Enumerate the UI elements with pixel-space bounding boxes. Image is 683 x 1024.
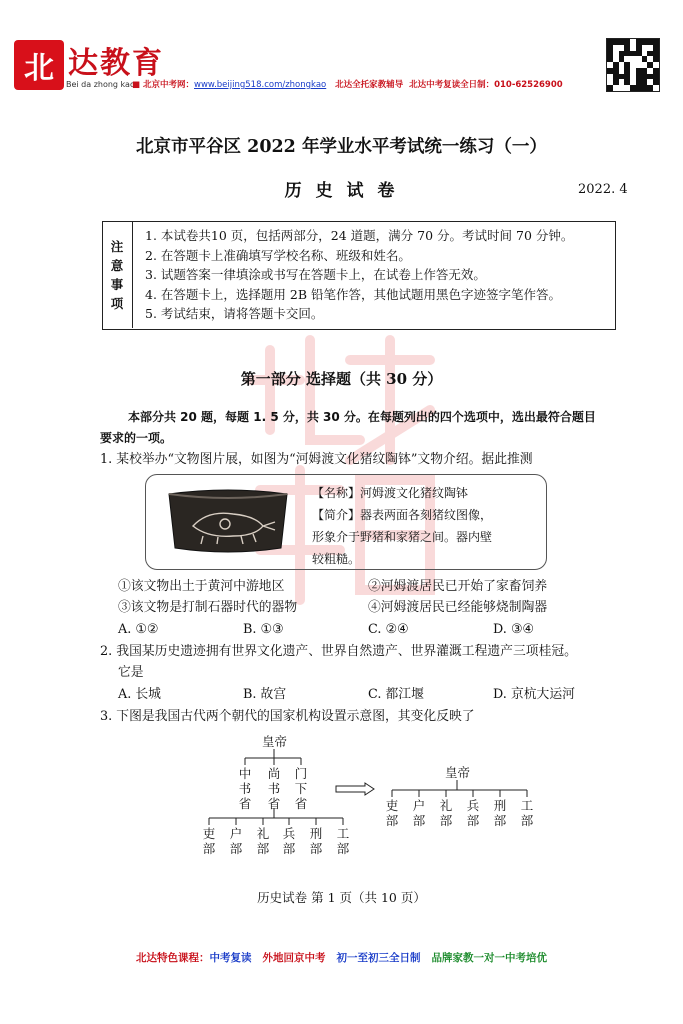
q3-stem: 3. 下图是我国古代两个朝代的国家机构设置示意图，其变化反映了 <box>100 709 475 724</box>
phone: 010-62526900 <box>494 80 563 90</box>
bu-bing: 兵部 <box>282 826 296 856</box>
part-intro: 本部分共 20 题，每题 1. 5 分，共 30 分。在每题列出的四个选项中，选出最符合题目 <box>128 410 596 424</box>
q1-option-a[interactable]: A. ①② <box>118 622 159 637</box>
artifact-intro: 【简介】器表两面各刻猪纹图像， <box>312 508 493 522</box>
sheng-shangshu: 尚书省 <box>267 766 281 811</box>
service-a: 北达全托家教辅导 <box>335 80 404 90</box>
q1-stem: 1. 某校举办“文物图片展，如图为“河姆渡文化猪纹陶钵”文物介绍。据此推测 <box>100 452 533 467</box>
notice-head-char: 事 <box>110 276 124 292</box>
sheng-menxia: 门下省 <box>294 766 308 811</box>
q1-statement-2: ②河姆渡居民已开始了家畜饲养 <box>368 579 548 594</box>
bu-li-2: 吏部 <box>385 798 399 828</box>
bu-hu-2: 户部 <box>412 798 426 828</box>
artifact-name: 【名称】河姆渡文化猪纹陶钵 <box>312 486 469 500</box>
bu-bing-2: 兵部 <box>466 798 480 828</box>
logo-pinyin: Bei da zhong kao <box>66 80 135 89</box>
course-3[interactable]: 初一至初三全日制 <box>336 952 421 964</box>
subject-title: 历 史 试 卷 <box>284 181 399 201</box>
logo-mark: 北 <box>14 40 64 90</box>
site-label: ■ 北京中考网： <box>132 80 194 90</box>
emperor-node-2: 皇帝 <box>445 765 471 780</box>
notice-head-char: 注 <box>110 238 124 254</box>
notice-head-char: 项 <box>110 295 124 311</box>
page-footer: 历史试卷 第 1 页（共 10 页） <box>257 890 426 905</box>
q2-option-a[interactable]: A. 长城 <box>118 687 161 702</box>
exam-date: 2022. 4 <box>578 182 628 197</box>
q2-option-c[interactable]: C. 都江堰 <box>368 687 424 702</box>
notice-item: 1. 本试卷共10 页，包括两部分，24 道题，满分 70 分。考试时间 70 分钟。 <box>145 228 574 243</box>
q1-statement-4: ④河姆渡居民已经能够烧制陶器 <box>368 600 548 615</box>
artifact-intro: 较粗糙。 <box>312 552 361 566</box>
service-b: 北达中考复读全日制： <box>409 80 495 90</box>
q2-option-d[interactable]: D. 京杭大运河 <box>493 687 575 702</box>
exam-title: 北京市平谷区 2022 年学业水平考试统一练习（一） <box>136 137 547 157</box>
emperor-node: 皇帝 <box>262 734 288 749</box>
notice-head-char: 意 <box>110 257 124 273</box>
notice-item: 3. 试题答案一律填涂或书写在答题卡上，在试卷上作答无效。 <box>145 267 486 283</box>
q2-stem-2: 它是 <box>118 665 144 680</box>
q2-stem: 2. 我国某历史遗迹拥有世界文化遗产、世界自然遗产、世界灌溉工程遗产三项桂冠。 <box>100 644 577 659</box>
artifact-intro: 形象介于野猪和家猪之间。器内壁 <box>312 530 493 544</box>
notice-item: 2. 在答题卡上准确填写学校名称、班级和姓名。 <box>145 247 411 263</box>
notice-item: 4. 在答题卡上，选择题用 2B 铅笔作答，其他试题用黑色字迹签字笔作答。 <box>145 286 561 302</box>
double-arrow-icon <box>335 782 375 796</box>
sheng-zhongshu: 中书省 <box>238 766 252 811</box>
bu-gong-2: 工部 <box>520 798 534 828</box>
bu-gong: 工部 <box>336 826 350 856</box>
bu-hu: 户部 <box>229 826 243 856</box>
bu-li-rites-2: 礼部 <box>439 798 453 828</box>
course-banner <box>0 950 683 965</box>
bu-li: 吏部 <box>202 826 216 856</box>
part-intro-2: 要求的一项。 <box>100 431 173 445</box>
bu-li-rites: 礼部 <box>256 826 270 856</box>
course-4[interactable]: 品牌家教一对一中考培优 <box>431 952 547 964</box>
q1-statement-1: ①该文物出土于黄河中游地区 <box>118 579 285 594</box>
q1-option-b[interactable]: B. ①③ <box>243 622 284 637</box>
logo-text: 达教育 <box>68 46 164 81</box>
site-link[interactable]: www.beijing518.com/zhongkao <box>194 80 327 90</box>
bu-xing: 刑部 <box>309 826 323 856</box>
part-heading: 第一部分 选择题（共 30 分） <box>240 370 443 388</box>
notice-item: 5. 考试结束，请将答题卡交回。 <box>145 306 324 322</box>
course-2[interactable]: 外地回京中考 <box>262 952 326 964</box>
q2-option-b[interactable]: B. 故宫 <box>243 687 287 702</box>
q1-statement-3: ③该文物是打制石器时代的器物 <box>118 600 298 615</box>
q1-option-c[interactable]: C. ②④ <box>368 622 409 637</box>
bu-xing-2: 刑部 <box>493 798 507 828</box>
course-1[interactable]: 中考复读 <box>209 952 252 964</box>
q1-option-d[interactable]: D. ③④ <box>493 622 534 637</box>
course-label: 北达特色课程： <box>136 952 210 964</box>
